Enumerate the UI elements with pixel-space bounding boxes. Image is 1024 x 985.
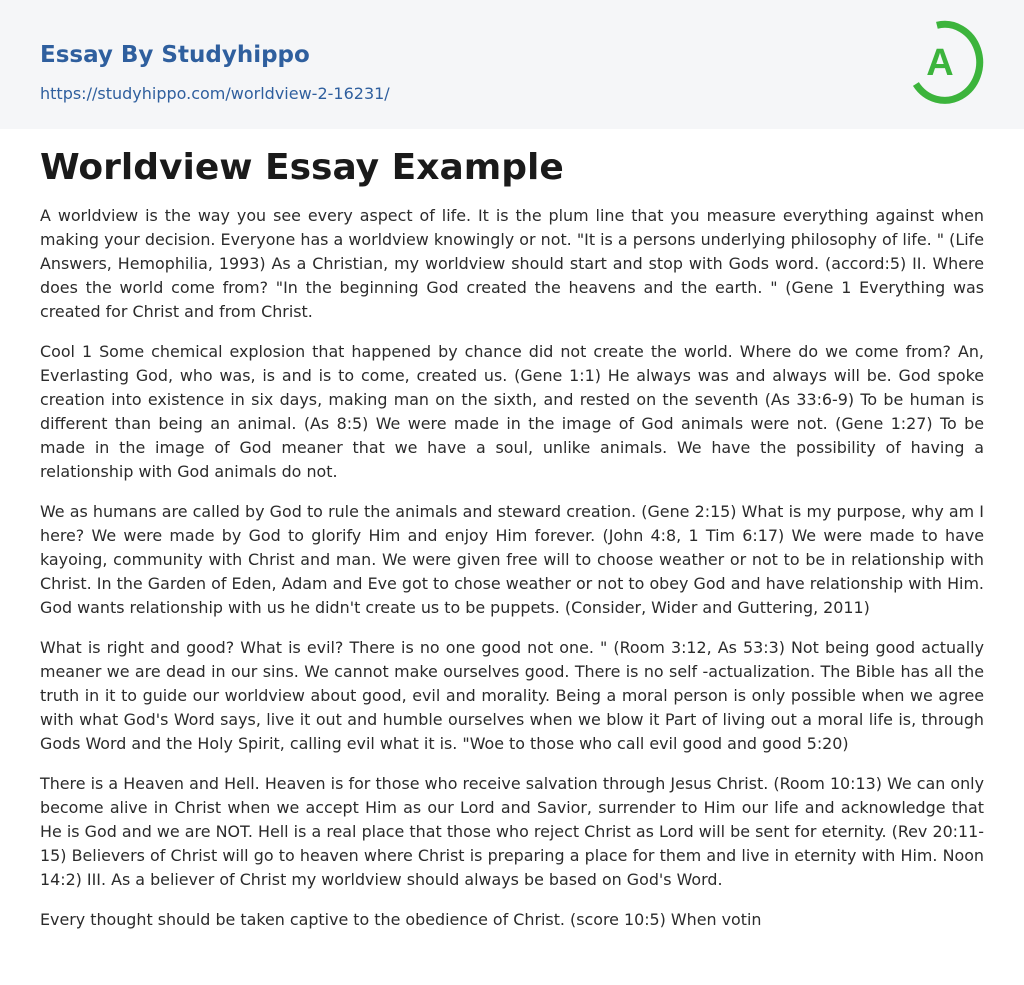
essay-paragraph: Cool 1 Some chemical explosion that happened by chance did not create the world. Where do we come from? An, Everlasting God, who was, is and is to come, created us. (Gene 1:1) He always was and always will be. God spoke creation into existence in six days, making man on the sixth, and rested on the seventh (As 33:6-9) To be human is different than being an animal. (As 8:5) We were made in the image of God animals were not. (Gene 1:27) To be made in the image of God meaner that we have a soul, unlike animals. We have the possibility of having a relationship with God animals do not.: [40, 342, 984, 481]
essay-paragraph: A worldview is the way you see every aspect of life. It is the plum line that you measure everything against when making your decision. Everyone has a worldview knowingly or not. "It is a persons underlying philosophy of life. " (Life Answers, Hemophilia, 1993) As a Christian, my worldview should start and stop with Gods word. (accord:5) II. Where does the world come from? "In the beginning God created the heavens and the earth. " (Gene 1 Everything was created for Christ and from Christ.: [40, 206, 984, 321]
logo-letter: A: [926, 42, 954, 84]
source-url-link[interactable]: https://studyhippo.com/worldview-2-16231/: [40, 84, 390, 103]
essay-paragraph: What is right and good? What is evil? There is no one good not one. " (Room 3:12, As 53:3) Not being good actually meaner we are dead in our sins. We cannot make ourselves good. There is no self -actualization. The Bible has all the truth in it to guide our worldview about good, evil and morality. Being a moral person is only possible when we agree with what God's Word says, live it out and humble ourselves when we blow it Part of living out a moral life is, through Gods Word and the Holy Spirit, calling evil what it is. "Woe to those who call evil good and good 5:20): [40, 638, 984, 753]
essay-paragraph: Every thought should be taken captive to the obedience of Christ. (score 10:5) When votin: [40, 910, 762, 929]
article: [0, 129, 1024, 932]
studyhippo-logo-icon[interactable]: [912, 18, 988, 106]
site-header: [0, 0, 1024, 129]
essay-paragraph: We as humans are called by God to rule the animals and steward creation. (Gene 2:15) What is my purpose, why am I here? We were made by God to glorify Him and enjoy Him forever. (John 4:8, 1 Tim 6:17) We were made to have kayoing, community with Christ and man. We were given free will to choose weather or not to be in relationship with Christ. In the Garden of Eden, Adam and Eve got to chose weather or not to obey God and have relationship with Him. God wants relationship with us he didn't create us to be puppets. (Consider, Wider and Guttering, 2011): [40, 502, 984, 617]
site-brand[interactable]: Essay By Studyhippo: [40, 42, 310, 68]
page-title: Worldview Essay Example: [40, 147, 564, 188]
essay-paragraph: There is a Heaven and Hell. Heaven is for those who receive salvation through Jesus Christ. (Room 10:13) We can only become alive in Christ when we accept Him as our Lord and Savior, surrender to Him our life and acknowledge that He is God and we are NOT. Hell is a real place that those who reject Christ as Lord will be sent for eternity. (Rev 20:11-15) Believers of Christ will go to heaven where Christ is preparing a place for them and live in eternity with Him. Noon 14:2) III. As a believer of Christ my worldview should always be based on God's Word.: [40, 774, 984, 889]
